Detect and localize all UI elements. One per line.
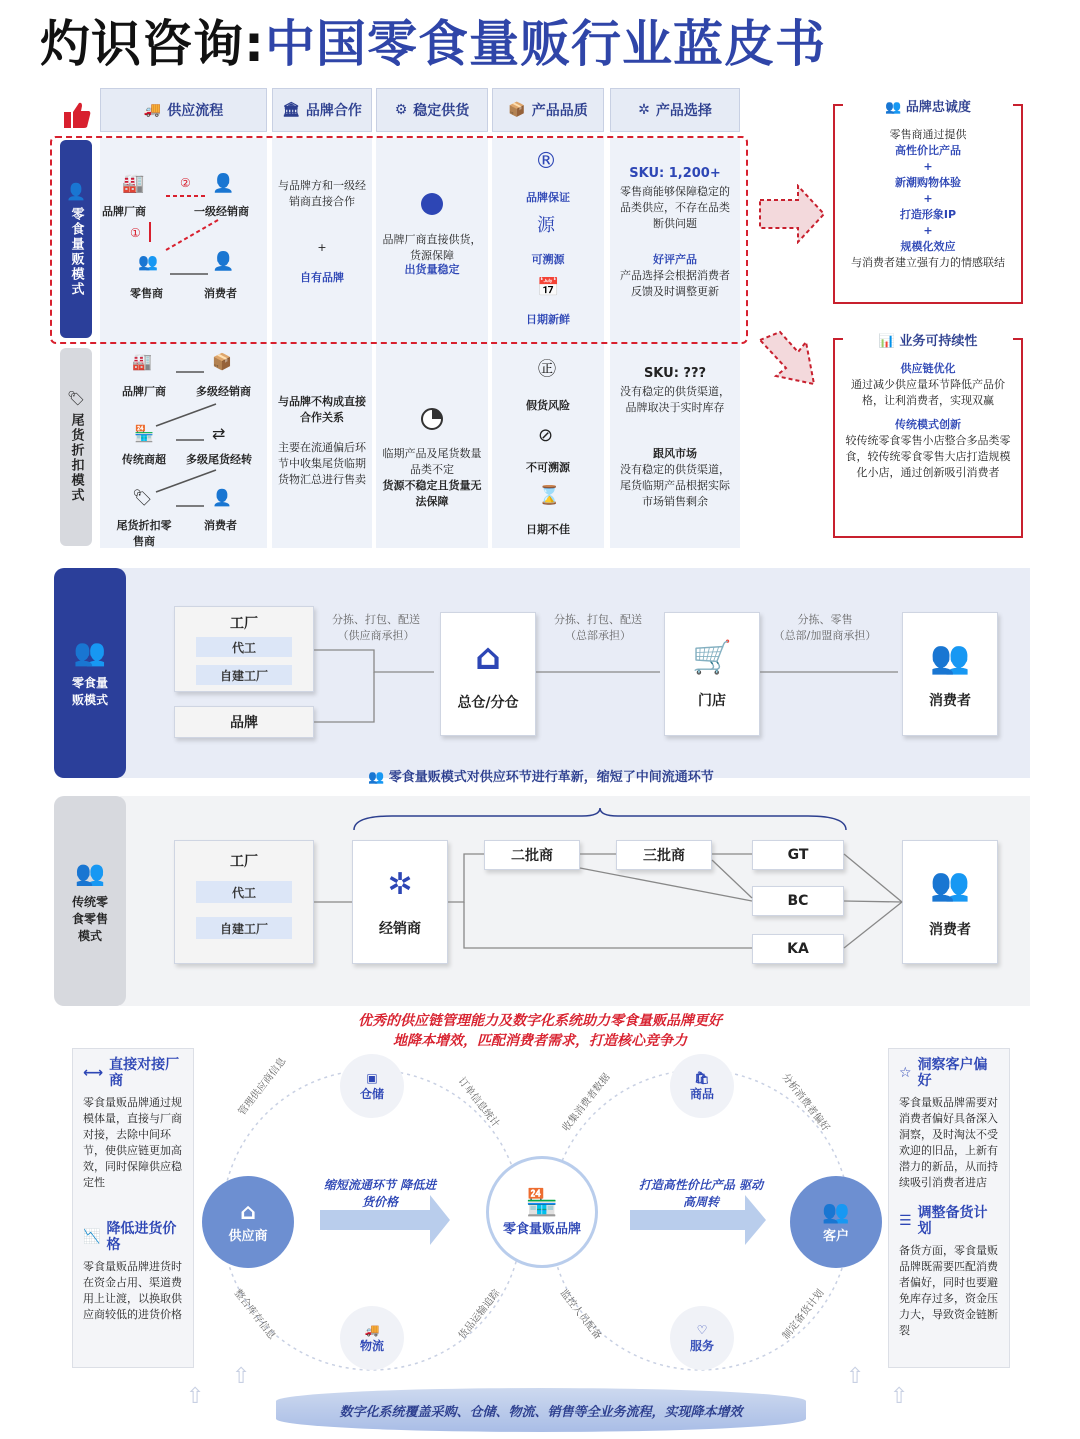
red-arrow-down-right — [756, 330, 826, 390]
page-title: 灼识咨询:中国零食量贩行业蓝皮书 — [40, 15, 826, 73]
sale-icon: 🏷 — [132, 488, 153, 507]
factory-box: 工厂 代工 自建工厂 — [174, 606, 314, 692]
factory-icon: 🏭 — [122, 173, 145, 194]
factory-icon: 🏭 — [132, 352, 152, 371]
people-icon: 👥 — [368, 770, 385, 785]
people-icon: 👥 — [822, 1200, 850, 1225]
people-icon: 👤 — [66, 181, 86, 201]
full-pie-icon — [421, 193, 443, 215]
arc-label: 收集消费者数据 — [560, 1071, 613, 1134]
dealer-node: ✲ 经销商 — [352, 840, 448, 964]
network-icon: ✲ — [638, 102, 650, 118]
arc-label: 分析消费者偏好 — [779, 1071, 832, 1134]
chain2-arrows — [314, 840, 904, 970]
sustain-box: 📊 业务可持续性 供应链优化 通过减少供应量环节降低产品价格，让利消费者，实现双赢 传统模式创新 较传统零食零售小店整合多品类零食，较传统零食零售大店打造规模化小店，通过创新吸引消费者 — [833, 338, 1023, 538]
headline-2: 地降本增效，匹配消费者需求，打造核心竞争力 — [393, 1033, 687, 1049]
consumer-node: 👥 消费者 — [902, 612, 998, 736]
heart-icon: ♡ — [696, 1322, 708, 1337]
warehouse-small-node: ▣ 仓储 — [340, 1054, 404, 1118]
registered-icon: ® — [535, 149, 557, 174]
store-icon: 🏪 — [525, 1187, 559, 1218]
ka-node: KA — [752, 934, 844, 964]
row-label-snack: 👤 零食量贩模式 — [60, 140, 92, 338]
store-people-icon: 👥 — [138, 252, 158, 271]
building-icon: 🏛 — [282, 102, 300, 118]
headline-1: 优秀的供应链管理能力及数字化系统助力零食量贩品牌更好 — [358, 1013, 722, 1029]
sustain-title: 📊 业务可持续性 — [843, 330, 1013, 349]
product-node: 🛍 商品 — [670, 1054, 734, 1118]
double-arrow-icon: ⟷ — [83, 1065, 104, 1081]
hand-chart-icon: 📊 — [878, 334, 895, 349]
bag-icon: 🛍 — [694, 1070, 710, 1085]
people-outline-icon: 👥 — [75, 858, 105, 887]
consumer-node-2: 👥 消费者 — [902, 840, 998, 964]
bottom-flow: 🏭 品牌厂商 📦 多级经销商 🏪 传统商超 ⇄ 多级尾货经转 🏷 尾货折扣零售商 👤 消费者 — [100, 352, 267, 548]
left-panel: ⟷ 直接对接厂商 零食量贩品牌通过规模体量，直接与厂商对接，去除中间环节，使供应链更加高效，同时保障供应稳定性 📉 降低进货价格 零食量贩品牌进货时在资金占用、渠道费用上让渡，以换取供应商较低的进货价格 — [72, 1048, 194, 1368]
expired-icon: ⌛ — [538, 485, 561, 506]
arc-label: 制定备货计划 — [780, 1287, 827, 1342]
logistics-node: 🚚 物流 — [340, 1306, 404, 1370]
warehouse-icon: ⌂ — [240, 1200, 256, 1225]
chain1-note: 👥 零食量贩模式对供应环节进行革新，缩短了中间流通环节 — [368, 770, 714, 785]
consumer-icon: 👥 — [930, 638, 970, 676]
center-brand-node: 🏪 零食量贩品牌 — [486, 1156, 598, 1268]
tab-product-choice: ✲ 产品选择 — [610, 88, 740, 132]
red-arrow-right — [758, 184, 828, 244]
arc-label: 监控人员配备 — [557, 1287, 604, 1342]
flow-arrows — [100, 352, 267, 548]
right-panel: ☆ 洞察客户偏好 零食量贩品牌需要对消费者偏好具备深入洞察，及时淘汰不受欢迎的旧品，上新有潜力的新品，从而持续吸引消费者进店 ☰ 调整备货计划 备货方面，零食量贩品牌既需要匹配消费者偏好，同时也要避免库存过多，资金压力大，导致资金链断裂 — [888, 1048, 1010, 1368]
consumer-icon: 👤 — [212, 251, 235, 272]
arc-label: 整合库存信息 — [231, 1287, 278, 1342]
gear-icon: ⚙ — [394, 102, 408, 118]
up-arrow-icon: ⇧ — [846, 1364, 865, 1389]
truck-icon: 🚚 — [143, 102, 162, 118]
fake-icon: ㊣ — [538, 359, 556, 380]
person-icon: 👤 — [212, 173, 235, 194]
box-icon: ▣ — [366, 1070, 378, 1085]
chart-down-icon: 📉 — [83, 1229, 101, 1245]
arc-label: 管理供应商信息 — [236, 1055, 289, 1118]
chain2-brace — [352, 806, 848, 836]
people-icon: 👥 — [885, 100, 902, 115]
arc-label: 货品运输追踪 — [456, 1287, 503, 1342]
gt-node: GT — [752, 840, 844, 870]
boxes-icon: 📦 — [212, 352, 232, 371]
right-title-2: ☰ 调整备货计划 — [899, 1205, 988, 1237]
right-title-1: ☆ 洞察客户偏好 — [899, 1057, 988, 1089]
chain2-label: 👥 传统零食零售模式 — [54, 796, 126, 1006]
star-icon: ☆ — [899, 1065, 912, 1081]
list-icon: ☰ — [899, 1213, 912, 1229]
arc-label: 订单信息统计 — [455, 1075, 502, 1130]
up-arrow-icon: ⇧ — [890, 1384, 909, 1409]
warehouse-node: ⌂ 总仓/分仓 — [440, 612, 536, 736]
third-tier-node: 三批商 — [616, 840, 712, 870]
source-icon: 源 — [537, 215, 555, 236]
service-node: ♡ 服务 — [670, 1306, 734, 1370]
sale-tag-icon: 🏷 — [67, 391, 85, 407]
row-label-tail: 🏷 尾货折扣模式 — [60, 348, 92, 546]
second-tier-node: 二批商 — [484, 840, 580, 870]
store-node: 🛒 门店 — [664, 612, 760, 736]
loyalty-box: 👥 品牌忠诚度 零售商通过提供 高性价比产品 + 新潮购物体验 + 打造形象IP + 规模化效应 与消费者建立强有力的情感联结 — [833, 104, 1023, 304]
tab-supply-flow: 🚚 供应流程 — [100, 88, 267, 132]
arrow-right-text: 打造高性价比产品 驱动高周转 — [638, 1178, 764, 1209]
consumer-icon: 👥 — [930, 865, 970, 903]
consumer-icon: 👤 — [212, 488, 232, 507]
thumbs-up-icon — [62, 100, 92, 130]
left-title-2: 📉 降低进货价格 — [83, 1221, 177, 1253]
factory-box-2: 工厂 代工 自建工厂 — [174, 840, 314, 964]
tab-product-quality: 📦 产品品质 — [492, 88, 604, 132]
brand-box: 品牌 — [174, 706, 314, 738]
chain1-label: 👥 零食量贩模式 — [54, 568, 126, 778]
up-arrow-icon: ⇧ — [186, 1384, 205, 1409]
people-icon: 👥 — [73, 638, 107, 668]
calendar-icon: 📅 — [537, 277, 560, 298]
bc-node: BC — [752, 886, 844, 916]
warehouse-icon: ⌂ — [475, 636, 501, 678]
digital-base-banner: 数字化系统覆盖采购、仓储、物流、销售等全业务流程，实现降本增效 — [276, 1388, 806, 1432]
top-flow: 🏭 品牌厂商 👤 一级经销商 ② ① 👥 零售商 👤 消费者 — [100, 170, 267, 310]
quarter-pie-icon — [421, 408, 443, 430]
tab-stable-supply: ⚙ 稳定供货 — [376, 88, 488, 132]
truck-icon: 🚚 — [364, 1322, 380, 1337]
supplier-node: ⌂ 供应商 — [202, 1176, 294, 1268]
store-icon: 🏪 — [134, 424, 154, 443]
network-icon: ✲ — [387, 866, 413, 902]
transfer-icon: ⇄ — [212, 424, 226, 443]
no-source-icon: ⊘ — [538, 425, 554, 446]
loyalty-title: 👥 品牌忠诚度 — [843, 96, 1013, 115]
arrow-left-text: 缩短流通环节 降低进货价格 — [323, 1178, 437, 1209]
customer-node: 👥 客户 — [790, 1176, 882, 1268]
tab-brand-coop: 🏛 品牌合作 — [272, 88, 372, 132]
cart-icon: 🛒 — [692, 638, 732, 676]
left-title-1: ⟷ 直接对接厂商 — [83, 1057, 180, 1089]
flow-arrows — [100, 170, 267, 310]
box-icon: 📦 — [508, 102, 526, 118]
up-arrow-icon: ⇧ — [232, 1364, 251, 1389]
